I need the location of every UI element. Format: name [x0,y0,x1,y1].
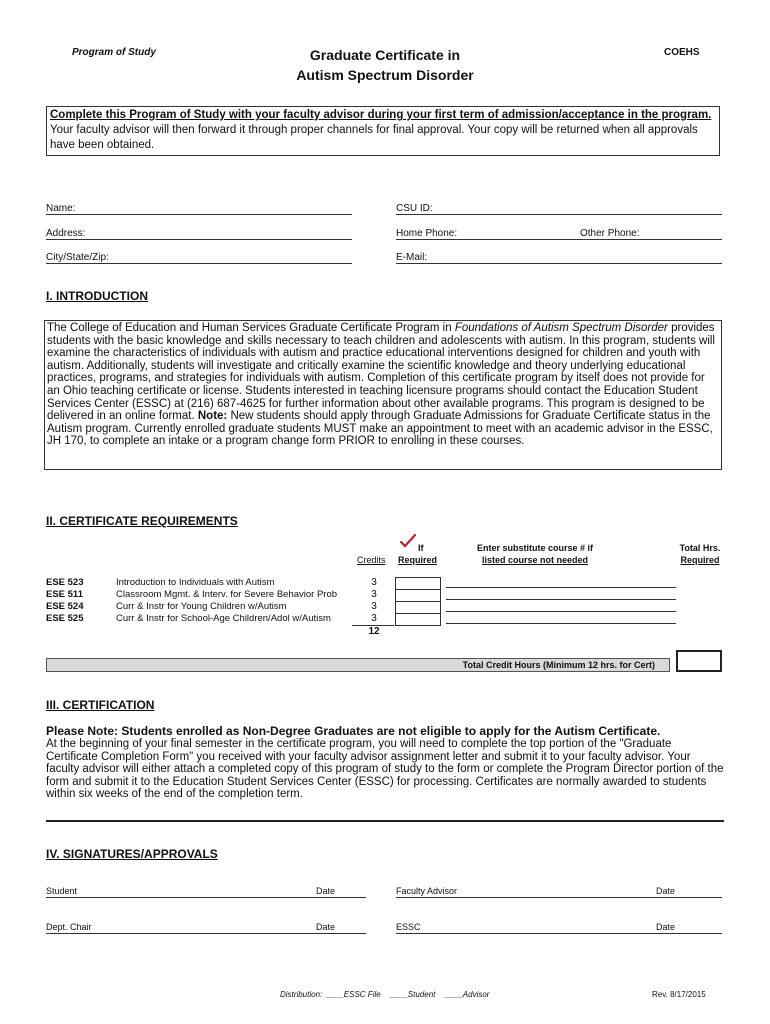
substitute-course-field[interactable] [446,599,676,600]
intro-text-1: The College of Education and Human Services Graduate Certificate Program in [47,322,455,334]
college-label: COEHS [664,47,700,58]
address-field[interactable] [46,239,352,240]
distribution-essc-file: ____ESSC File [326,990,381,999]
substitute-course-field[interactable] [446,611,676,612]
divider [46,820,724,822]
course-code: ESE 511 [46,589,83,600]
certification-text: At the beginning of your final semester in the certificate program, you will need to complete the top portion of the "Graduate Certificate Completion Form" you received with your faculty advisor assignment letter and submit it to your faculty advisor. Your faculty advisor will either attach a completed copy of this program of study to the form or complete the Program Director portion of the form and submit it to the Education Student Services Center (ESSC) for processing. Certificates are normally awarded to students within six weeks of the end of the completion term. [46,738,724,800]
substitute-header-line-2: listed course not needed [481,555,589,565]
advisor-date-label: Date [656,886,676,896]
intro-program-name: Foundations of Autism Spectrum Disorder [454,322,668,334]
total-credit-hours-field[interactable] [676,650,722,672]
course-title: Introduction to Individuals with Autism [116,577,275,588]
certification-heading: III. CERTIFICATION [46,698,155,712]
other-phone-label: Other Phone: [580,228,640,239]
instructions-bold: Complete this Program of Study with your faculty advisor during your first term of admission/acceptance in the program. [50,109,712,121]
required-checkbox[interactable] [395,613,441,626]
student-date-label: Date [316,886,336,896]
instructions-box [46,106,720,156]
home-phone-label: Home Phone: [396,228,458,239]
required-header: Required [398,555,438,565]
substitute-header-line-1: Enter substitute course # if [476,543,594,553]
city-state-zip-field[interactable] [46,263,352,264]
intro-text-3: New students should apply through Graduate Admissions for Graduate Certificate status in the Autism program. Currently enrolled graduate students MUST make an appointment to meet with an academic advisor in the ESSC, JH 170, to complete an intake or a program change form PRIOR to enrolling in these courses. [47,410,713,448]
essc-signature-field[interactable] [396,933,722,934]
course-credits: 3 [371,601,377,612]
course-code: ESE 525 [46,613,84,624]
distribution-label: Distribution: [280,990,323,999]
certification-note: Please Note: Students enrolled as Non-Degree Graduates are not eligible to apply for the Autism Certificate. [46,724,661,738]
dept-chair-label: Dept. Chair [46,922,92,932]
course-code: ESE 524 [46,601,84,612]
substitute-course-field[interactable] [446,623,676,624]
essc-date-label: Date [656,922,676,932]
city-state-zip-label: City/State/Zip: [46,252,109,263]
intro-note-label: Note: [197,410,228,423]
substitute-header [470,542,600,566]
dept-chair-date-label: Date [316,922,336,932]
credits-total: 12 [368,626,380,637]
course-credits: 3 [371,589,377,600]
introduction-heading: I. INTRODUCTION [46,289,148,303]
intro-text-2: provides students with the basic knowledge and skills necessary to teach children and adolescents with autism. In this program, students will examine the characteristics of individuals with autism and practice educational interventions designed for children and youth with autism. Additionally, students will investigate and critically examine the scientific knowledge and theory underlying educational practices, programs, and strategies for individuals with autism. Completion of this certificate program by itself does not provide for an Ohio teaching certificate or license. Students interested in teaching licensure programs should contact the Education Student Services Center (ESSC) at (216) 687-4625 for further information about other available programs. This program is designed to be delivered in an online format. [47,322,715,423]
distribution-advisor: ____Advisor [445,990,490,999]
student-signature-label: Student [46,886,78,896]
faculty-advisor-label: Faculty Advisor [396,886,458,896]
revision-date: Rev. 8/17/2015 [652,990,706,999]
total-hours-header [672,542,728,566]
dept-chair-signature-field[interactable] [46,933,366,934]
course-code: ESE 523 [46,577,84,588]
address-label: Address: [46,228,86,239]
total-credit-hours-label: Total Credit Hours (Minimum 12 hrs. for Cert) [462,660,655,670]
name-label: Name: [46,203,76,214]
introduction-box [44,320,722,470]
student-signature-field[interactable] [46,897,366,898]
faculty-advisor-signature-field[interactable] [396,897,722,898]
course-credits: 3 [371,613,377,624]
substitute-course-field[interactable] [446,587,676,588]
email-field[interactable] [396,263,722,264]
program-of-study-label: Program of Study [72,47,156,58]
course-title: Curr & Instr for School-Age Children/Adol w/Autism [116,613,331,624]
course-credits: 3 [371,577,377,588]
signatures-heading: IV. SIGNATURES/APPROVALS [46,847,218,861]
checkmark-icon [400,533,416,549]
total-hours-header-line-1: Total Hrs. [679,543,721,553]
course-title: Curr & Instr for Young Children w/Autism [116,601,287,612]
page-title [250,45,520,85]
csu-id-label: CSU ID: [396,203,433,214]
course-title: Classroom Mgmt. & Interv. for Severe Behavior Prob [116,589,338,600]
total-hours-header-line-2: Required [680,555,720,565]
total-credit-hours-bar [46,658,670,672]
if-header: If [418,543,424,553]
instructions-text: Your faculty advisor will then forward it through proper channels for final approval. Your copy will be returned when all approvals have been obtained. [50,124,698,151]
requirements-heading: II. CERTIFICATE REQUIREMENTS [46,514,238,528]
title-line-2: Autism Spectrum Disorder [296,67,474,83]
essc-label: ESSC [396,922,421,932]
csu-id-field[interactable] [396,214,722,215]
title-line-1: Graduate Certificate in [309,47,461,63]
distribution-student: ____Student [390,990,436,999]
email-label: E-Mail: [396,252,428,263]
credits-header: Credits [357,555,386,565]
phone-field[interactable] [396,239,722,240]
name-field[interactable] [46,214,352,215]
